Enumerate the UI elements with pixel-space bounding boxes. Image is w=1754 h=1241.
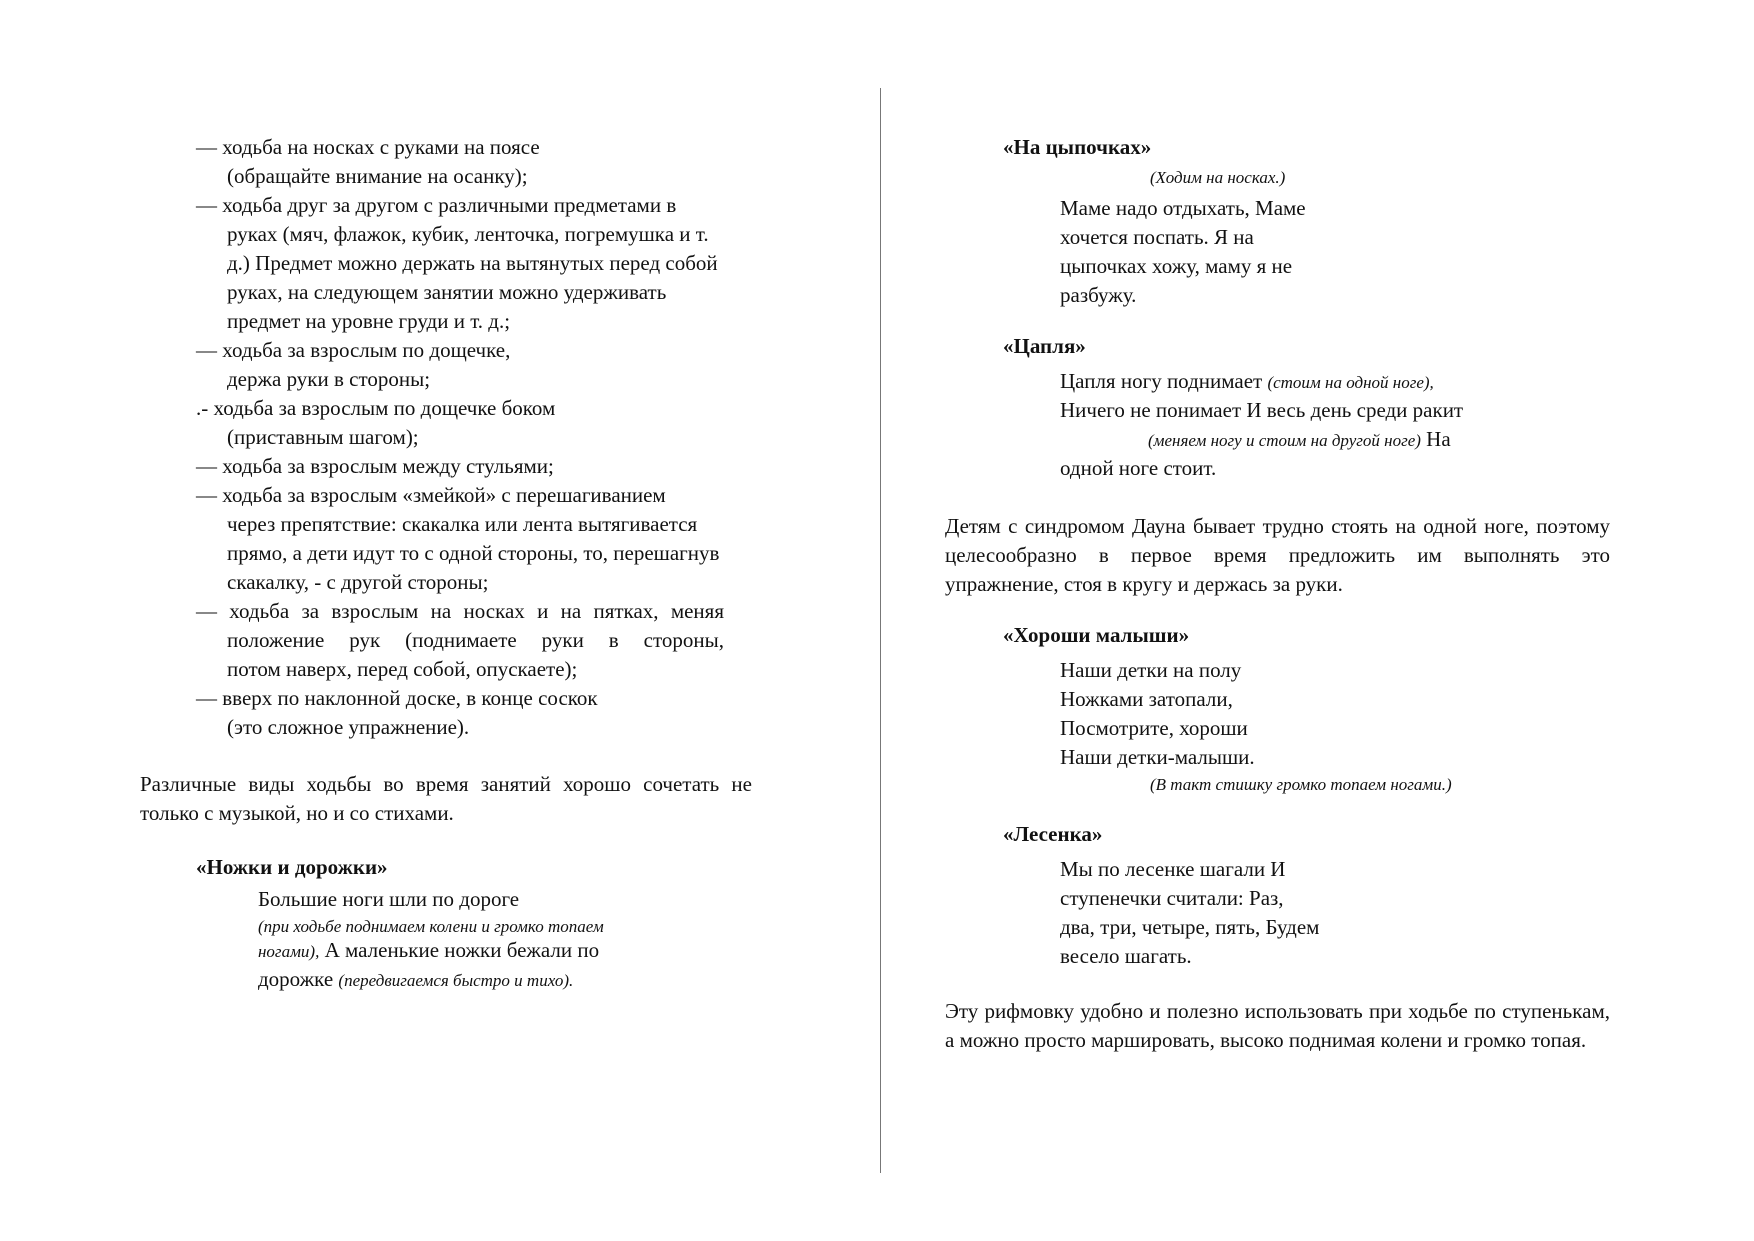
poem-text: Цапля ногу поднимает <box>1060 369 1268 393</box>
poem-title-tsaplya: «Цапля» <box>1003 334 1086 358</box>
list-line: (приставным шагом); <box>227 425 419 449</box>
poem-title-nozhki: «Ножки и дорожки» <box>196 855 388 879</box>
poem-line: одной ноге стоит. <box>1060 456 1217 480</box>
list-line: прямо, а дети идут то с одной стороны, то, перешагнув <box>227 541 720 565</box>
poem-note: (Ходим на носках.) <box>1150 168 1286 187</box>
poem-note: (стоим на одной ноге), <box>1267 373 1434 392</box>
poem-line-mixed <box>258 936 599 966</box>
poem-line: Наши детки-малыши. <box>1060 745 1255 769</box>
list-line: — ходьба за взрослым на носках и на пятках, меняя <box>196 599 724 623</box>
poem-text: дорожке <box>258 967 339 991</box>
list-line: руках, на следующем занятии можно удерживать <box>227 280 667 304</box>
walking-paragraph: Различные виды ходьбы во время занятий хорошо сочетать не только с музыкой, но и со стихами. <box>140 772 752 825</box>
poem-note: ногами), <box>258 942 320 961</box>
poem-line: ступенечки считали: Раз, <box>1060 886 1284 910</box>
poem-line: весело шагать. <box>1060 944 1192 968</box>
poem-line: разбужу. <box>1060 283 1137 307</box>
list-line: — ходьба за взрослым по дощечке, <box>196 338 511 362</box>
list-line: — ходьба за взрослым между стульями; <box>196 454 554 478</box>
list-line: через препятствие: скакалка или лента вытягивается <box>227 512 698 536</box>
list-line: .- ходьба за взрослым по дощечке боком <box>196 396 556 420</box>
list-line: — ходьба на носках с руками на поясе <box>196 135 540 159</box>
poem-line: Большие ноги шли по дороге <box>258 887 520 911</box>
poem-line: Ножками затопали, <box>1060 687 1233 711</box>
list-line: д.) Предмет можно держать на вытянутых перед собой <box>227 251 718 275</box>
poem-line: Мы по лесенке шагали И <box>1060 857 1286 881</box>
list-line: — ходьба друг за другом с различными предметами в <box>196 193 677 217</box>
poem-line: Ничего не понимает И весь день среди ракит <box>1060 398 1464 422</box>
poem-note: (передвигаемся быстро и тихо). <box>338 971 574 990</box>
poem-line: Посмотрите, хороши <box>1060 716 1248 740</box>
poem-title-lesenka: «Лесенка» <box>1003 822 1103 846</box>
poem-line-mixed <box>1148 425 1451 455</box>
poem-title-malyshi: «Хороши малыши» <box>1003 623 1190 647</box>
list-line: положение рук (поднимаете руки в стороны, <box>227 628 724 652</box>
list-line: скакалку, - с другой стороны; <box>227 570 489 594</box>
list-line: — ходьба за взрослым «змейкой» с перешагиванием <box>196 483 666 507</box>
list-line: (это сложное упражнение). <box>227 715 470 739</box>
poem-text: На <box>1420 427 1451 451</box>
poem-note: (меняем ногу и стоим на другой ноге) <box>1148 431 1421 450</box>
poem-line-mixed <box>1060 367 1434 397</box>
poem-line: два, три, четыре, пять, Будем <box>1060 915 1320 939</box>
rhyme-usage-paragraph: Эту рифмовку удобно и полезно использовать при ходьбе по ступенькам, а можно просто маршировать, высоко поднимая колени и громко топая. <box>945 999 1610 1052</box>
poem-text: А маленькие ножки бежали по <box>319 938 600 962</box>
list-line: потом наверх, перед собой, опускаете); <box>227 657 578 681</box>
poem-line: хочется поспать. Я на <box>1060 225 1254 249</box>
poem-line-mixed <box>258 965 573 995</box>
poem-note: (при ходьбе поднимаем колени и громко топаем <box>258 917 604 936</box>
list-line: (обращайте внимание на осанку); <box>227 164 528 188</box>
list-line: — вверх по наклонной доске, в конце соскок <box>196 686 598 710</box>
page-divider <box>880 88 881 1173</box>
poem-line: Маме надо отдыхать, Маме <box>1060 196 1306 220</box>
list-line: предмет на уровне груди и т. д.; <box>227 309 511 333</box>
poem-title-tsypochki: «На цыпочках» <box>1003 135 1152 159</box>
poem-line: цыпочках хожу, маму я не <box>1060 254 1293 278</box>
down-syndrome-paragraph: Детям с синдромом Дауна бывает трудно стоять на одной ноге, поэтому целесообразно в первое время предложить им выполнять это упражнение, стоя в кругу и держась за руки. <box>945 514 1610 596</box>
poem-note: (В такт стишку громко топаем ногами.) <box>1150 775 1452 794</box>
poem-line: Наши детки на полу <box>1060 658 1242 682</box>
list-line: держа руки в стороны; <box>227 367 431 391</box>
list-line: руках (мяч, флажок, кубик, ленточка, погремушка и т. <box>227 222 709 246</box>
